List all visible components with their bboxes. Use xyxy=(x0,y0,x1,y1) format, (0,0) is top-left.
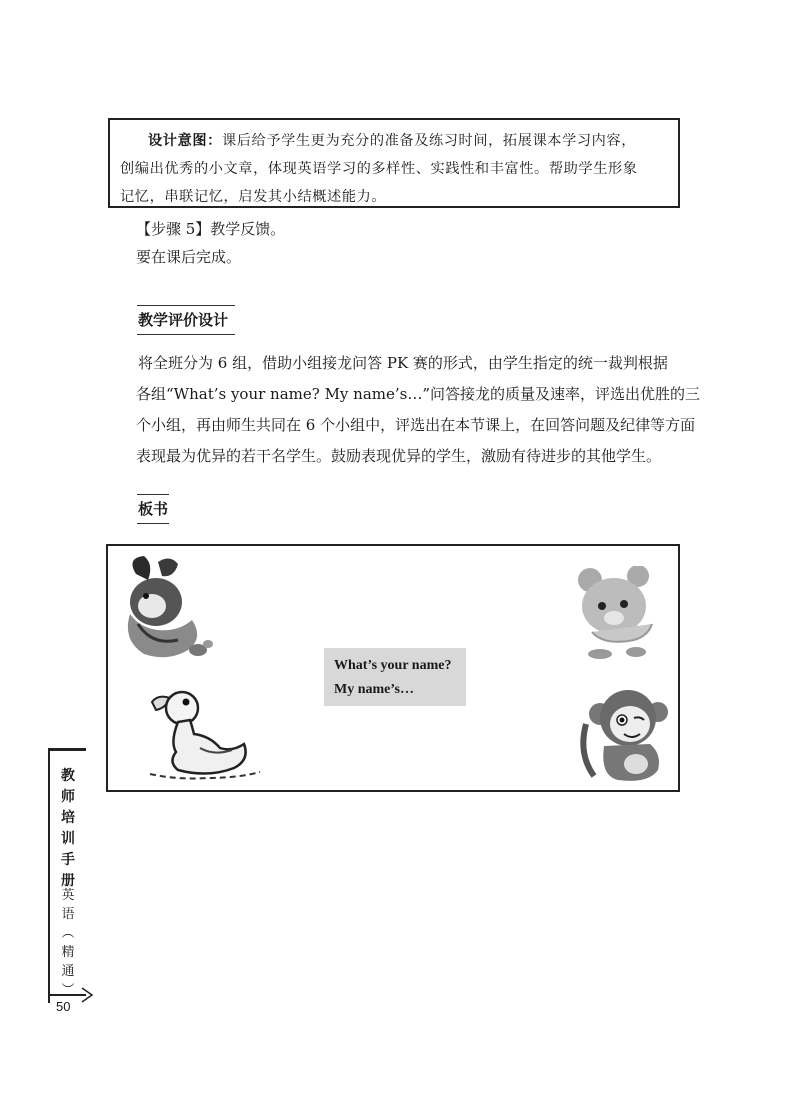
side-sub-char: 语 xyxy=(61,907,75,922)
side-title-char: 师 xyxy=(61,789,75,805)
evaluation-line: 个小组，再由师生共同在 6 个小组中，评选出在本节课上，在回答问题及纪律等方面 xyxy=(136,416,696,434)
side-sub-char: 通 xyxy=(61,964,75,979)
phrase-box xyxy=(324,648,466,706)
evaluation-paragraph xyxy=(136,348,701,472)
step5-title: 【步骤 5】教学反馈。 xyxy=(136,220,286,238)
evaluation-heading xyxy=(137,305,235,335)
side-sub-char: 精 xyxy=(61,945,75,960)
side-title-char: 教 xyxy=(61,768,75,784)
evaluation-heading-label: 教学评价设计 xyxy=(138,311,229,329)
step5-body: 要在课后完成。 xyxy=(136,248,242,266)
page-number: 50 xyxy=(56,999,71,1014)
side-tab-bar xyxy=(48,748,86,751)
duck-illustration xyxy=(148,686,264,782)
monkey-illustration xyxy=(578,684,672,784)
side-title-char: 手 xyxy=(61,852,75,868)
heading-rule-bottom xyxy=(137,523,169,524)
evaluation-line: 将全班分为 6 组，借助小组接龙问答 PK 赛的形式，由学生指定的统一裁判根据 xyxy=(138,354,668,372)
design-intent-box xyxy=(108,118,680,208)
intent-lead: 设计意图： xyxy=(148,133,222,149)
evaluation-line: 表现最为优异的若干名学生。鼓励表现优异的学生，激励有待进步的其他学生。 xyxy=(136,447,662,465)
phrase-question: What’s your name? xyxy=(334,658,452,673)
side-sub-char: 英 xyxy=(61,888,75,903)
side-sub-char: ︵ xyxy=(61,926,75,941)
phrase-answer: My name’s… xyxy=(334,682,414,697)
side-tab-title xyxy=(58,766,78,892)
side-tab-subtitle xyxy=(58,886,78,1000)
dog-illustration xyxy=(118,554,218,666)
blackboard-design-box xyxy=(106,544,680,792)
side-sub-char: ︶ xyxy=(61,983,75,998)
intent-line-1 xyxy=(120,127,668,155)
board-heading xyxy=(137,494,169,524)
board-heading-label: 板书 xyxy=(138,500,169,518)
intent-line-1-text: 课后给予学生更为充分的准备及练习时间，拓展课本学习内容， xyxy=(221,133,637,149)
intent-line-2: 创编出优秀的小文章，体现英语学习的多样性、实践性和丰富性。帮助学生形象 xyxy=(120,161,638,177)
side-title-char: 册 xyxy=(61,873,75,889)
heading-rule-bottom xyxy=(137,334,235,335)
side-title-char: 培 xyxy=(61,810,75,826)
intent-line-3: 记忆，串联记忆，启发其小结概述能力。 xyxy=(120,189,387,205)
evaluation-line: 各组“What’s your name? My name’s…”问答接龙的质量及速率，评选出优胜的三 xyxy=(136,385,701,403)
mouse-illustration xyxy=(574,566,662,662)
side-tab xyxy=(48,748,88,1003)
side-title-char: 训 xyxy=(61,831,75,847)
